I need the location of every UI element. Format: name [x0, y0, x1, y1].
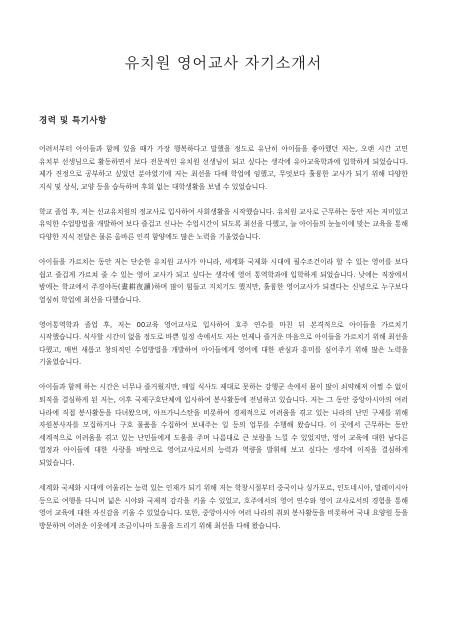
section-heading: 경력 및 특기사항	[39, 116, 107, 126]
paragraph-volunteer-work: 아이들과 함께 하는 시간은 너무나 즐거웠지만, 매일 식사도 제대로 못하는 강행군 속에서 몸이 많이 쇠약해져 어쩔 수 없이 퇴직을 결심하게 된 저는, 이후 국제구호단체에 입사하여 봉사활동에 전념하고 있습니다. 저는 그 동안 중앙아시아의 여러 나라에 직접 봉사활동을 다녀왔으며, 아프가니스탄을 비롯하여 경제적으로 어려움을 겪고 있는 나라의 난민 구제를 위해 자원봉사자를 모집하거나 구호 물품을 수집하여 보내주는 일 등의 업무를 수행해 왔습니다. 이 곳에서 근무하는 동안 세계적으로 어려움을 겪고 있는 난민들에게 도움을 주며 나름대로 큰 보람을 느낄 수 있었지만, 영어 교육에 대한 남다른 열정과 아이들에 대한 사랑을 바탕으로 영어교사로서의 능력과 역량을 발휘해 보고 싶다는 생각에 이직을 결심하게 되었습니다.	[39, 383, 408, 468]
paragraph-global-experience: 세계화 국제화 시대에 어울리는 능력 있는 인재가 되기 위해 저는 학창시절부터 중국이나 싱가포르, 인도네시아, 말레이시아 등으로 여행을 다니며 넓은 시야와 국제적 감각을 키울 수 있었고, 호주에서의 영어 연수와 영어 교사로서의 경험을 통해 영어 교육에 대한 자신감을 키울 수 있었습니다. 또한, 중앙아시아 여러 나라의 취외 봉사활동을 비롯하여 국내 요양원 등을 방문하며 어려운 이웃에게 조금이나마 도움을 드리기 위해 최선을 다해 왔습니다.	[39, 484, 408, 530]
paragraph-kindergarten-career: 학교 졸업 후, 저는 선교유치원의 정교사로 입사하여 사회생활을 시작했습니다. 유치원 교사로 근무하는 동안 저는 저미있고 유익한 수업방법을 개발하여 보다 즐겁고 신나는 수업시간이 되도록 최선을 다했고, 늘 아이들의 눈높이에 맞는 교육을 통해 다양한 지식 전달은 물론 올바른 인격 함양에도 많은 노력을 기울였습니다.	[39, 207, 408, 241]
paragraph-education: 어려서부터 아이들과 함께 있을 때가 가장 행복하다고 말했을 정도로 유난히 아이들을 좋아했던 저는, 오랜 시간 고민 유치부 선생님으로 활동하면서 보다 전문적인 유치원 선생님이 되고 싶다는 생각에 유아교육학과에 입학하게 되었습니다. 제가 진정으로 공부하고 싶었던 분야였기에 저는 최선을 다해 학업에 임했고, 무엇보다 훌륭한 교사가 되기 위해 다양한 지식 및 상식, 교양 등을 습득하며 후회 없는 대학생활을 보낼 수 있었습니다.	[39, 145, 408, 191]
paragraph-english-teaching: 영어통역학과 졸업 후, 저는 00교육 영어교사로 입사하여 호주 연수를 마친 뒤 본격적으로 아이들을 가르치기 시작했습니다. 식사할 시간이 없을 정도로 바쁜 일정 속에서도 저는 언제나 즐거운 마음으로 아이들을 가르치기 위해 최선을 다했고, 매번 새롭고 창의적인 수업방법을 개발하여 아이들에게 영어에 대한 관심과 흥미를 심어주기 위해 많은 노력을 기울였습니다.	[39, 320, 408, 367]
paragraph-english-study: 아이들을 가르치는 동안 저는 단순한 유치원 교사가 아니라, 세계화 국제화 시대에 필수조건이라 할 수 있는 영어를 보다 쉽고 즐겁게 가르쳐 줄 수 있는 영어 교사가 되고 싶다는 생각에 영어 통역학과에 입학하게 되었습니다. 낮에는 직장에서 밤에는 학교에서 주경야독(晝耕夜讀)하며 많이 힘들고 지치기도 했지만, 훌륭한 영어교사가 되겠다는 신념으로 누구보다 열심히 학업에 최선을 다했습니다.	[39, 257, 408, 304]
document-title: 유치원 영어교사 자기소개서	[124, 54, 323, 72]
